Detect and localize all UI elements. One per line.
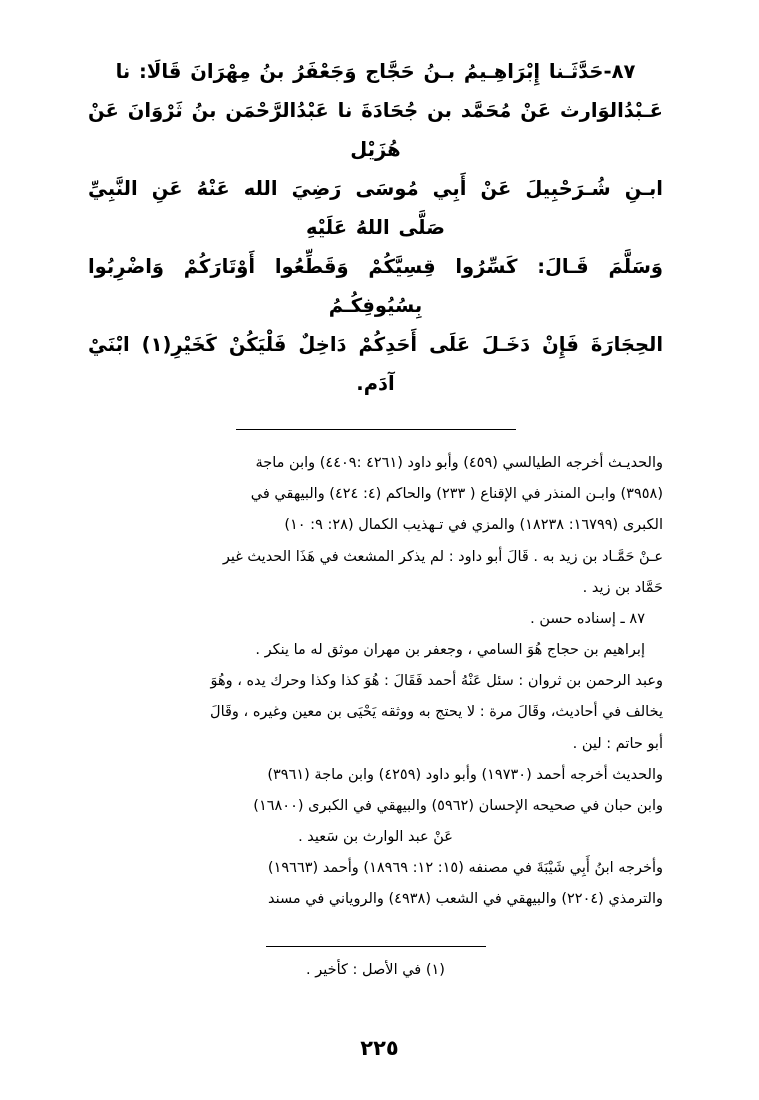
footnote-divider — [88, 946, 663, 947]
commentary-line: (٣٩٥٨) وابـن المنذر في الإقناع ( ٢٣٣) والحاكم (٤: ٤٢٤) والبيهقي في — [250, 486, 663, 503]
commentary-line: عـنْ حَمَّـاد بن زيد به . قَالَ أبو داود : لم يذكر المشعث في هَذَا الحديث غير — [222, 548, 663, 565]
hadith-block — [88, 52, 663, 403]
commentary-line: إبراهيم بن حجاج هُوَ السامي ، وجعفر بن مهران موثق له ما ينكر . — [255, 642, 645, 659]
hadith-line: ابـنِ شُـرَحْبِيلَ عَنْ أَبِي مُوسَى رَضِيَ الله عَنْهُ عَنِ النَّبِيِّ صَلَّى اللهُ عَلَيْهِ — [88, 177, 663, 239]
divider-line — [236, 429, 516, 430]
commentary-line: حَمَّاد بن زيد . — [582, 579, 663, 596]
commentary-line: عَنْ عبد الوارث بن سَعيد . — [298, 829, 453, 846]
page-number: ٢٢٥ — [360, 1036, 399, 1060]
commentary-line: وأخرجه ابنُ أَبِي شَيْبَةَ في مصنفه (١٥: ١٢: ١٨٩٦٩) وأحمد (١٩٦٦٣) — [267, 860, 663, 877]
commentary-line: وعبد الرحمن بن ثروان : سئل عَنْهُ أحمد فَقَالَ : هُوَ كذا وكذا وحرك يده ، وهُوَ — [210, 673, 663, 690]
footnote-text: (١) في الأصل : كأخير . — [306, 961, 445, 978]
commentary-block — [88, 448, 663, 916]
hadith-line: ٨٧-حَدَّثَـنا إِبْرَاهِـيمُ بـنُ حَجَّاج وَجَعْفَرُ بنُ مِهْرَانَ قَالَا: نا — [115, 60, 636, 83]
commentary-line: والحديث أخرجه أحمد (١٩٧٣٠) وأبو داود (٤٢٥٩) وابن ماجة (٣٩٦١) — [267, 766, 663, 783]
commentary-line: وابن حبان في صحيحه الإحسان (٥٩٦٢) والبيهقي في الكبرى (١٦٨٠٠) — [253, 797, 663, 814]
commentary-line: والترمذي (٢٢٠٤) والبيهقي في الشعب (٤٩٣٨) والروياني في مسند — [267, 891, 663, 908]
hadith-line: وَسَلَّمَ قَـالَ: كَسِّرُوا قِسِيَّكُمْ وَقَطِّعُوا أَوْتَارَكُمْ وَاضْرِبُوا بِسُيُوفِكُـمُ — [88, 255, 663, 317]
footnote-divider-line — [266, 946, 486, 947]
commentary-line: يخالف في أحاديث، وقَالَ مرة : لا يحتج به ووثقه يَحْيَى بن معين وغيره ، وقَالَ — [210, 704, 663, 721]
commentary-line: والحديـث أخرجه الطيالسي (٤٥٩) وأبو داود (٤٢٦١ :٤٤٠٩) وابن ماجة — [255, 455, 663, 471]
hadith-line: الحِجَارَةَ فَإِنْ دَخَـلَ عَلَى أَحَدِكُمْ دَاخِلٌ فَلْيَكُنْ كَخَيْرِ(١) ابْنَيْ آدَم. — [88, 333, 663, 395]
section-divider — [88, 429, 663, 430]
commentary-line: الكبرى (١٦٧٩٩: ١٨٢٣٨) والمزي في تـهذيب الكمال (٢٨: ٩: ١٠) — [284, 517, 663, 534]
hadith-line: عَـبْدُالوَارث عَنْ مُحَمَّد بن جُحَادَةَ نا عَبْدُالرَّحْمَن بنُ ثَرْوَانَ عَنْ هُزَيْل — [88, 99, 663, 161]
commentary-line: أبو حاتم : لين . — [572, 735, 663, 752]
commentary-line: ٨٧ ـ إسناده حسن . — [530, 610, 645, 627]
